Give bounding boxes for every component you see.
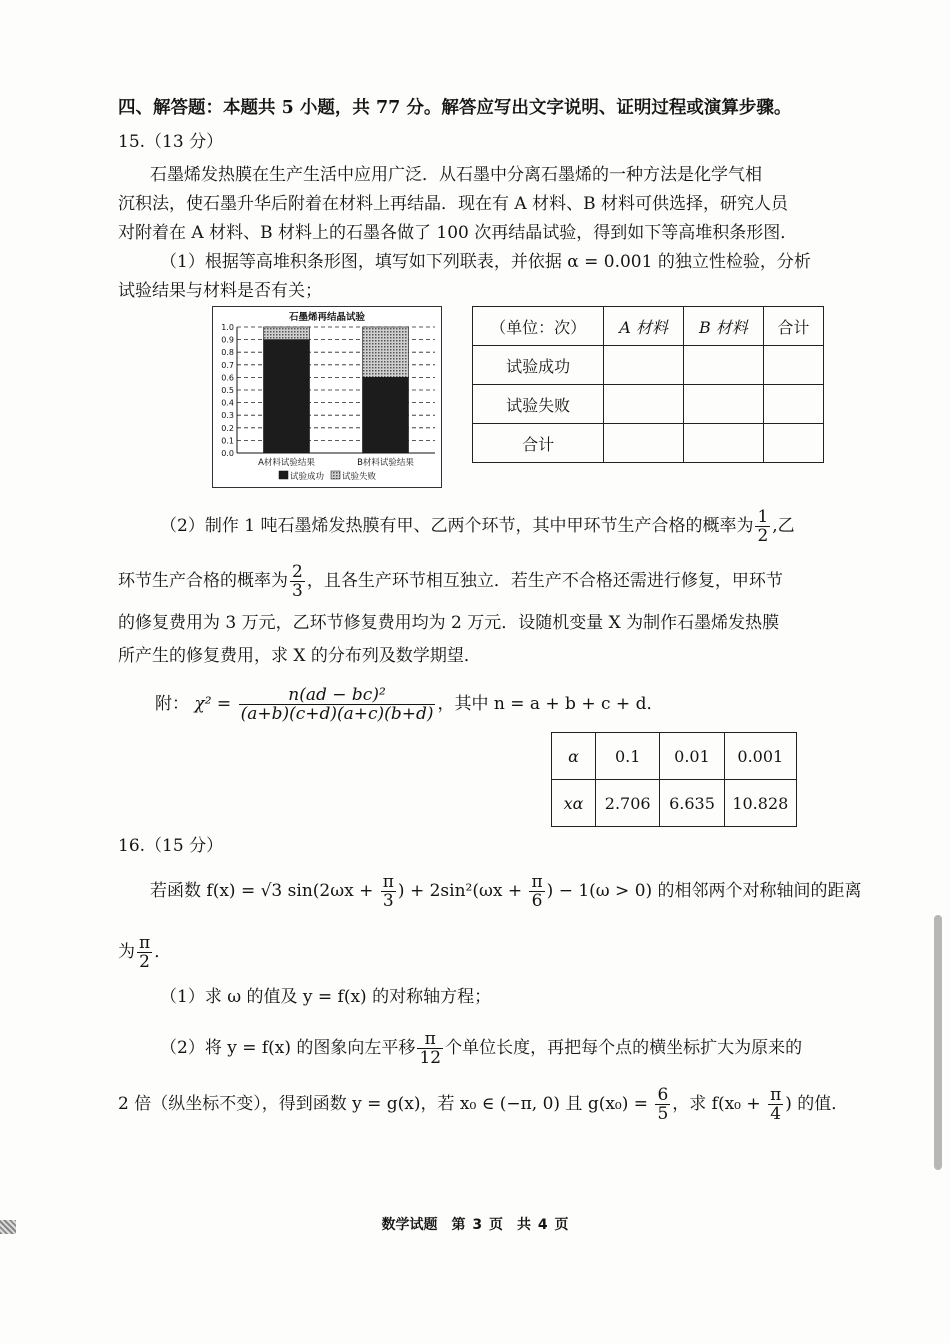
fraction-numerator: π [417, 1030, 443, 1049]
fraction-numerator: 2 [292, 562, 303, 582]
cv-x-value: 10.828 [724, 780, 796, 827]
text: ． [154, 942, 172, 962]
ct-header-a: A 材料 [604, 307, 684, 346]
stacked-bar-chart [212, 306, 442, 488]
cv-alpha-value: 0.01 [660, 733, 724, 780]
q15-part2-line-2 [118, 563, 783, 600]
q15-intro-line-3: 对附着在 A 材料、B 材料上的石墨各做了 100 次再结晶试验，得到如下等高堆积条形图． [118, 223, 798, 243]
vertical-scrollbar[interactable] [934, 915, 942, 1170]
fraction-denominator: 3 [382, 891, 394, 911]
fraction-numerator: 6 [657, 1085, 669, 1105]
text: （2）制作 1 吨石墨烯发热膜有甲、乙两个环节，其中甲环节生产合格的概率为 [160, 516, 754, 536]
fraction [381, 873, 396, 910]
formula-fraction [239, 686, 436, 723]
page-footer: 数学试题 第 3 页 共 4 页 [381, 1217, 569, 1233]
fraction-numerator: π [770, 1085, 782, 1105]
ct-cell [683, 346, 763, 385]
y-tick-label: 0.6 [221, 373, 234, 383]
y-tick-label: 0.0 [221, 449, 234, 458]
cv-alpha-value: 0.1 [596, 733, 660, 780]
bar-success [363, 377, 409, 453]
text: ,乙 [772, 516, 795, 536]
fraction-denominator: 2 [139, 952, 150, 972]
text: ，求 f(x₀ + [672, 1094, 767, 1114]
fraction-numerator: π [382, 872, 394, 892]
q15-part2-line-3: 的修复费用为 3 万元，乙环节修复费用均为 2 万元．设随机变量 X 为制作石墨烯发热膜 [118, 613, 780, 633]
fraction-numerator: 1 [757, 507, 769, 527]
q15-number: 15.（13 分） [118, 132, 224, 152]
formula-numerator: n(ad − bc)² [239, 686, 436, 705]
chart-title: 石墨烯再结晶试验 [288, 312, 366, 323]
fraction-denominator: 4 [770, 1104, 782, 1124]
ct-row-fail: 试验失败 [473, 385, 604, 424]
q16-part2-line-2 [118, 1086, 848, 1123]
fraction-denominator: 6 [531, 891, 543, 911]
fraction-numerator: π [531, 872, 543, 892]
fraction-denominator: 2 [757, 526, 769, 546]
fraction [529, 873, 544, 910]
fraction [768, 1086, 783, 1123]
cv-x-label: xα [552, 780, 596, 827]
ct-row-total: 合计 [473, 424, 604, 463]
legend-swatch [331, 471, 340, 479]
chart-svg [213, 307, 441, 487]
text: 环节生产合格的概率为 [118, 571, 288, 591]
fraction [137, 934, 152, 971]
x-category-label: A材料试验结果 [258, 458, 315, 468]
text: ) + 2sin²(ωx + [397, 881, 528, 901]
text: 个单位长度，再把每个点的横坐标扩大为原来的 [445, 1038, 803, 1058]
ct-cell [683, 385, 763, 424]
formula-denominator: (a+b)(c+d)(a+c)(b+d) [240, 704, 434, 724]
y-tick-label: 0.2 [221, 423, 234, 433]
text: 若函数 f(x) = √3 sin(2ωx + [150, 881, 379, 901]
y-tick-label: 0.9 [221, 335, 234, 345]
q15-part1-line-2: 试验结果与材料是否有关； [118, 281, 322, 301]
ct-cell [763, 424, 823, 463]
ct-header-unit: （单位：次） [473, 307, 604, 346]
x-category-label: B材料试验结果 [357, 458, 414, 468]
fraction [655, 1086, 670, 1123]
q15-part1-line-1: （1）根据等高堆积条形图，填写如下列联表，并依据 α = 0.001 的独立性检验，分析 [160, 252, 811, 272]
ct-header-b: B 材料 [683, 307, 763, 346]
chi-square-formula [155, 686, 663, 723]
bar-failure [264, 327, 310, 340]
y-tick-label: 0.8 [221, 348, 234, 358]
y-tick-label: 0.5 [221, 386, 234, 395]
text: 2 倍（纵坐标不变），得到函数 y = g(x)，若 x₀ ∈ (−π, 0) 且 g(x₀) = [118, 1094, 654, 1114]
q16-part1: （1）求 ω 的值及 y = f(x) 的对称轴方程； [160, 987, 492, 1007]
critical-value-table [551, 732, 797, 827]
cv-x-value: 2.706 [596, 780, 660, 827]
fraction [290, 563, 305, 600]
bar-failure [363, 327, 409, 377]
ct-header-total: 合计 [763, 307, 823, 346]
fraction [417, 1030, 443, 1067]
y-tick-label: 0.1 [221, 436, 234, 446]
formula-prefix: 附： [155, 694, 189, 714]
q16-line-1 [150, 873, 862, 910]
fraction-denominator: 12 [419, 1048, 442, 1068]
legend-swatch [279, 471, 288, 479]
legend-label: 试验成功 [290, 472, 325, 482]
y-tick-label: 1.0 [221, 323, 234, 332]
cv-x-value: 6.635 [660, 780, 724, 827]
formula-lhs: χ² = [194, 694, 232, 714]
q15-intro-line-1: 石墨烯发热膜在生产生活中应用广泛．从石墨中分离石墨烯的一种方法是化学气相 [150, 165, 762, 185]
text: （2）将 y = f(x) 的图象向左平移 [160, 1038, 416, 1058]
text: ) − 1(ω > 0) 的相邻两个对称轴间的距离 [546, 881, 862, 901]
cv-alpha-label: α [552, 733, 596, 780]
y-tick-label: 0.7 [221, 360, 234, 370]
q16-part2-line-1 [160, 1030, 802, 1067]
fraction [755, 508, 770, 545]
q16-line-2 [118, 934, 171, 971]
y-tick-label: 0.3 [221, 411, 234, 421]
text: ) 的值． [785, 1094, 849, 1114]
ct-cell [683, 424, 763, 463]
q15-part2-line-1 [160, 508, 795, 545]
y-tick-label: 0.4 [221, 398, 234, 408]
text: 为 [118, 942, 135, 962]
fraction-denominator: 3 [292, 581, 303, 601]
bar-success [264, 340, 310, 453]
text: ，且各生产环节相互独立．若生产不合格还需进行修复，甲环节 [306, 571, 783, 591]
legend-label: 试验失败 [342, 472, 377, 482]
ct-row-success: 试验成功 [473, 346, 604, 385]
section-heading: 四、解答题：本题共 5 小题，共 77 分。解答应写出文字说明、证明过程或演算步骤。 [118, 98, 792, 118]
q16-number: 16.（15 分） [118, 836, 224, 856]
ct-cell [763, 346, 823, 385]
ct-cell [604, 385, 684, 424]
cv-alpha-value: 0.001 [724, 733, 796, 780]
contingency-table [472, 306, 824, 463]
q15-intro-line-2: 沉积法，使石墨升华后附着在材料上再结晶．现在有 A 材料、B 材料可供选择，研究人员 [118, 194, 788, 214]
formula-suffix: ，其中 n = a + b + c + d． [437, 694, 664, 714]
ct-cell [604, 346, 684, 385]
q15-part2-line-4: 所产生的修复费用，求 X 的分布列及数学期望． [118, 646, 481, 666]
ct-cell [604, 424, 684, 463]
fraction-denominator: 5 [657, 1104, 669, 1124]
fraction-numerator: π [139, 933, 151, 953]
ct-cell [763, 385, 823, 424]
